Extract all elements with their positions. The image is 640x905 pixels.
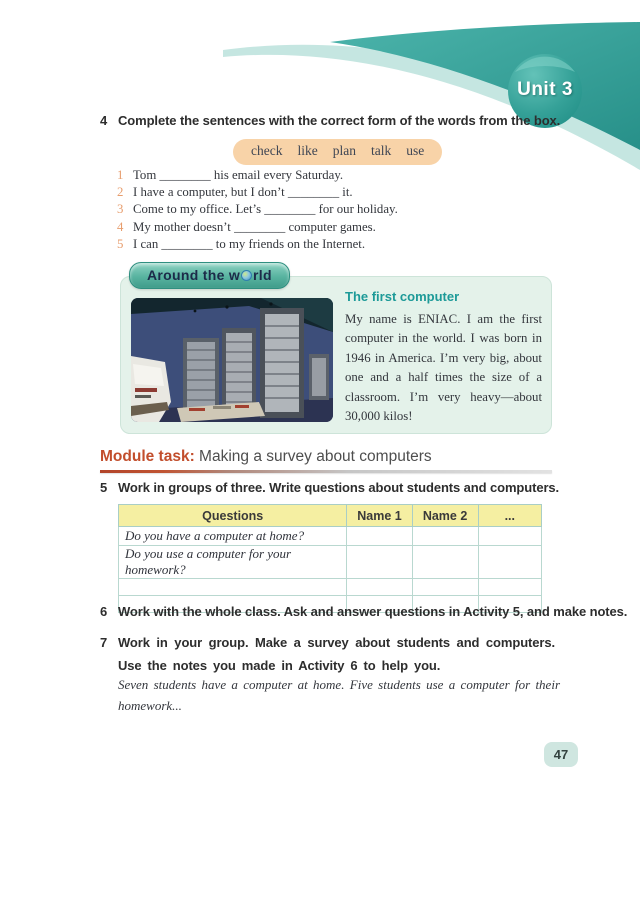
module-task-label: Module task: [100,448,195,465]
sentence-number: 3 [117,202,124,217]
sentence-number: 1 [117,168,124,182]
answer-cell [347,527,412,546]
exercise4-title: Complete the sentences with the correct form of the words from the box. [118,113,561,128]
question-cell: Do you use a computer for your homework? [119,546,347,579]
exercise4-number: 4 [100,113,108,128]
question-cell [119,579,347,596]
sentence-number: 4 [117,219,124,234]
column-header-more: ... [478,505,541,527]
exercise6-title: Work with the whole class. Ask and answer questions in Activity 5, and make notes. [118,604,628,619]
sentence-text: Tom ________ his email every Saturday. [133,168,344,182]
exercise6-number: 6 [100,604,108,619]
fill-in-sentences [117,167,557,253]
column-header-name1: Name 1 [347,505,412,527]
sentence-number: 2 [117,185,124,200]
sentence-item [117,236,557,253]
around-the-world-text [345,289,542,426]
table-row [119,527,542,546]
exercise7-number: 7 [100,635,108,650]
table-header-row [119,505,542,527]
exercise5-title: Work in groups of three. Write questions about students and computers. [118,480,560,495]
globe-icon [241,270,252,281]
exercise7-title: Work in your group. Make a survey about students and computers. Use the notes you made in Activity 6 to help you. [118,635,555,673]
tab-text-pre: Around the w [147,267,241,283]
word-box-word: like [297,143,318,158]
answer-cell [478,546,541,579]
sentence-text: My mother doesn’t ________ computer games. [133,219,376,234]
answer-cell [478,527,541,546]
sentence-text: I have a computer, but I don’t ________ it. [133,185,353,200]
exercise5-number: 5 [100,480,108,495]
sentence-item [117,201,557,218]
unit-badge: Unit 3 [517,79,573,100]
reading-title: The first computer [345,289,460,304]
exercise7-heading [100,631,555,677]
column-header-questions: Questions [119,505,347,527]
word-box-word: plan [332,143,356,158]
module-task-subtitle: Making a survey about computers [194,448,432,465]
page-number-badge: 47 [544,742,578,767]
question-cell: Do you have a computer at home? [119,527,347,546]
answer-cell [412,546,478,579]
around-the-world-panel [120,267,552,434]
reading-body: My name is ENIAC. I am the first computer in the world. I was born in 1946 in America. I’m very big, about one and a half times the size of a classroom. I’m very heavy—about 30,000 kilos! [345,312,542,424]
eniac-computer-photo [131,298,333,422]
exercise4-heading [100,113,560,128]
answer-cell [478,579,541,596]
sentence-item [117,219,557,236]
example-sentences: Seven students have a computer at home. Five students use a computer for their homework... [118,677,560,713]
exercise5-heading [100,480,559,495]
answer-cell [347,579,412,596]
sentence-text: Come to my office. Let’s ________ for our holiday. [133,202,398,217]
table-row [119,546,542,579]
module-task-heading [100,448,552,466]
sentence-item [117,184,557,201]
answer-cell [347,546,412,579]
answer-cell [412,527,478,546]
word-box [233,139,442,165]
word-box-word: check [251,143,283,158]
answer-cell [412,579,478,596]
around-the-world-tab [129,262,290,289]
survey-table [118,504,542,613]
tab-text-post: rld [253,267,272,283]
table-row [119,579,542,596]
word-box-word: talk [370,143,392,158]
exercise6-heading [100,604,627,619]
word-box-word: use [406,143,425,158]
sentence-number: 5 [117,236,124,251]
sentence-item [117,167,557,184]
module-task-underline [100,470,552,473]
column-header-name2: Name 2 [412,505,478,527]
sentence-text: I can ________ to my friends on the Internet. [133,236,366,251]
